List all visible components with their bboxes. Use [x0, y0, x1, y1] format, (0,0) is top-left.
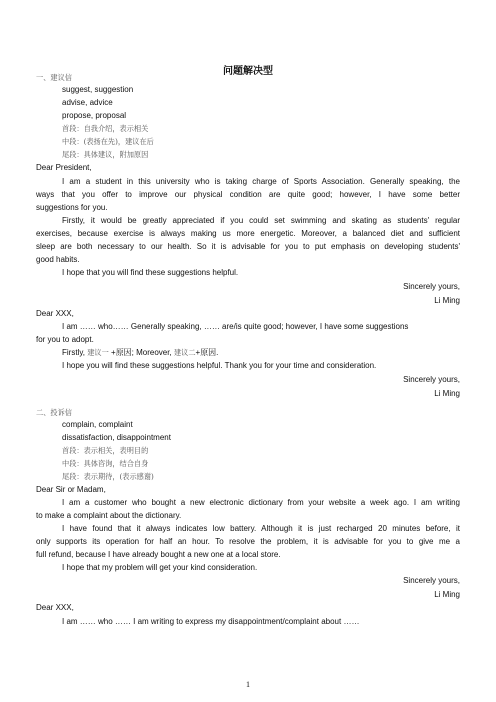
template-moreover: +原因; Moreover,	[111, 348, 172, 357]
keyword-line: complain, complaint	[62, 420, 133, 429]
letter-line: I am a customer who bought a new electronic dictionary from your website a week ago. I am writing	[62, 498, 460, 507]
letter-line: I am a student in this university who is taking charge of Sports Association. Generally speaking, the	[62, 177, 460, 186]
letter-salutation: Dear Sir or Madam,	[36, 485, 106, 494]
template-line: I hope you will find these suggestions helpful. Thank you for your time and consideration.	[62, 361, 377, 370]
page-number: 1	[246, 680, 250, 689]
letter-line: I have found that it always indicates low battery. Although it is just recharged 20 minutes before, it	[62, 524, 460, 533]
letter-line: to make a complaint about the dictionary.	[36, 511, 182, 520]
letter-line: I hope that my problem will get your kind consideration.	[62, 563, 258, 572]
letter-line: I hope that you will find these suggestions helpful.	[62, 268, 239, 277]
letter-line: exercises, because exercise is always making us more energetic. Moreover, a balanced diet and sufficient	[36, 229, 460, 238]
structure-step: 尾段：具体建议，附加原因	[62, 150, 149, 159]
structure-step: 中段：具体咨询，结合自身	[62, 459, 149, 468]
template-firstly: Firstly,	[62, 348, 85, 357]
structure-step: 尾段：表示期待，(表示感谢)	[62, 472, 154, 481]
template-reason: +原因.	[195, 348, 219, 357]
template-line: I am …… who…… Generally speaking, …… are/is quite good; however, I have some suggestions	[62, 322, 409, 331]
keyword-line: dissatisfaction, disappointment	[62, 433, 171, 442]
template-closing: Sincerely yours,	[403, 375, 460, 384]
structure-step: 首段：自我介绍，表示相关	[62, 124, 149, 133]
page-title: 问题解决型	[223, 66, 273, 77]
template-salutation: Dear XXX,	[36, 603, 74, 612]
letter-line: suggestions for you.	[36, 203, 108, 212]
letter-line: good habits.	[36, 255, 80, 264]
template-line: I am …… who …… I am writing to express my disappointment/complaint about ……	[62, 617, 360, 626]
letter-salutation: Dear President,	[36, 163, 92, 172]
template-line	[62, 348, 218, 358]
letter-signature: Li Ming	[434, 296, 460, 305]
letter-line: Firstly, it would be greatly appreciated if you could set swimming and skating as students' regular	[62, 216, 460, 225]
keyword-line: propose, proposal	[62, 111, 127, 120]
keyword-line: advise, advice	[62, 98, 113, 107]
section-heading-suggestion-letter: 一、建议信	[36, 73, 72, 82]
letter-line: sleep are both necessary to our health. So it is advisable for you to put emphasis on developing students'	[36, 242, 460, 251]
letter-line: full refund, because I have already bought a new one at a local store.	[36, 550, 281, 559]
letter-line: ways that you offer to improve our physical condition are quite good; however, I have some better	[36, 190, 460, 199]
structure-step: 首段：表示相关，表明目的	[62, 446, 149, 455]
template-salutation: Dear XXX,	[36, 309, 74, 318]
template-suggestion-one: 建议一	[87, 348, 109, 357]
structure-step: 中段：(表扬在先)，建议在后	[62, 137, 154, 146]
keyword-line: suggest, suggestion	[62, 85, 134, 94]
letter-signature: Li Ming	[434, 590, 460, 599]
template-suggestion-two: 建议二	[173, 348, 196, 357]
section-heading-complaint-letter: 二、投诉信	[36, 408, 72, 417]
letter-closing: Sincerely yours,	[403, 282, 460, 291]
letter-closing: Sincerely yours,	[403, 576, 460, 585]
template-signature: Li Ming	[434, 389, 460, 398]
letter-line: only supports its operation for half an hour. To resolve the problem, it is advisable for you to give me a	[36, 537, 460, 546]
template-line: for you to adopt.	[36, 335, 94, 344]
